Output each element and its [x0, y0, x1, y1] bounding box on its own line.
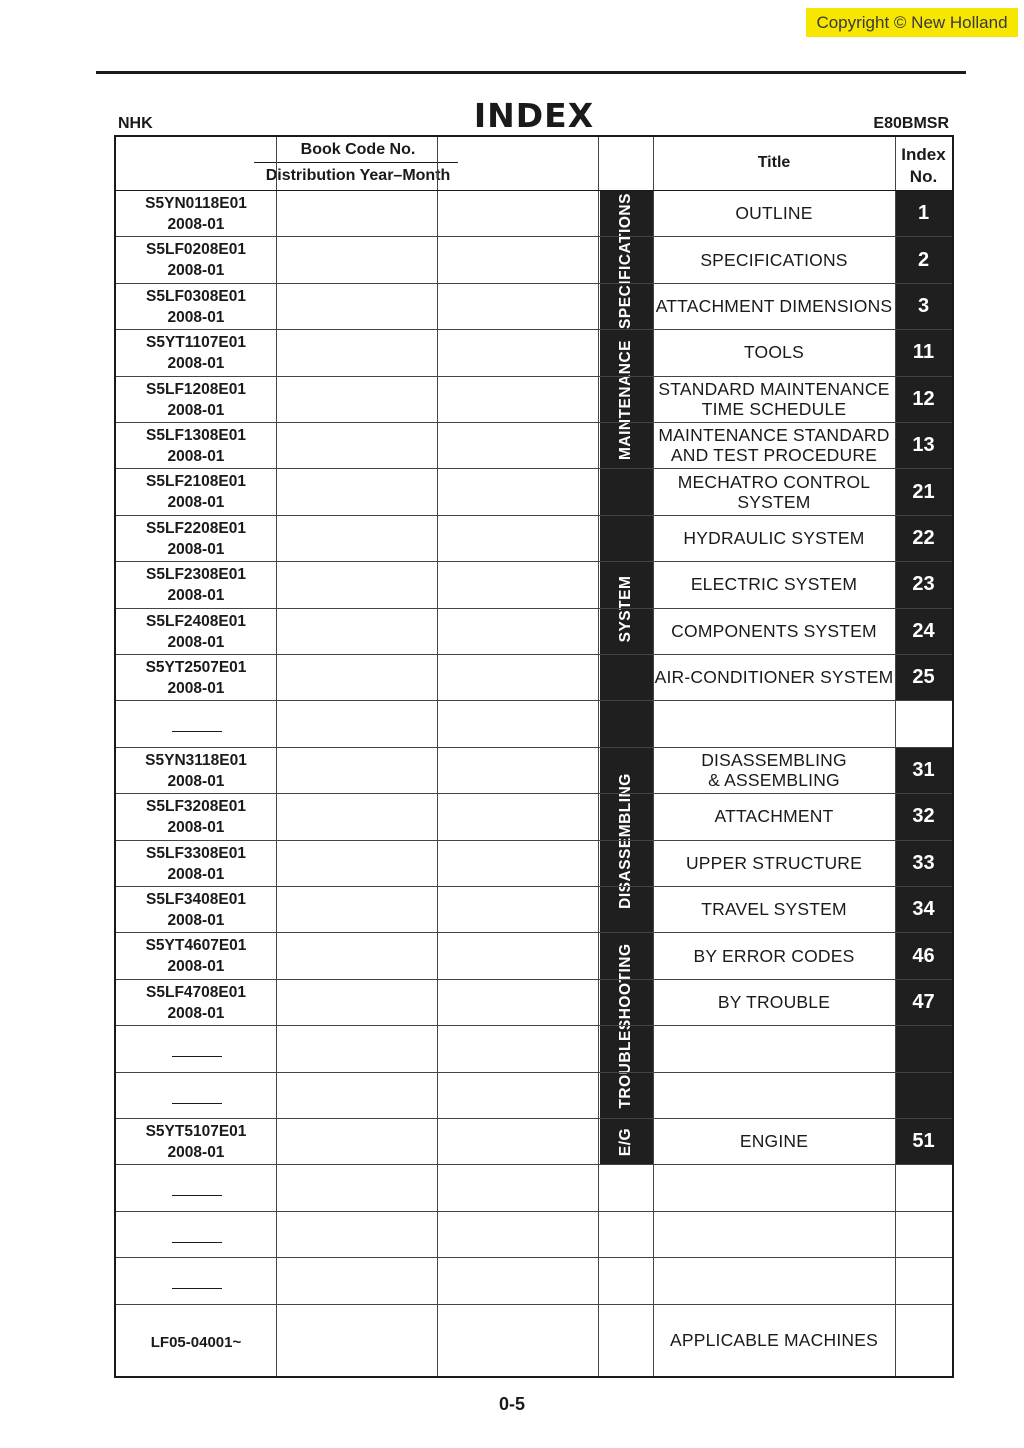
section-band: [600, 1118, 653, 1164]
book-code-cell: [116, 239, 276, 281]
title-line: SPECIFICATIONS: [700, 249, 848, 270]
book-code: S5LF2308E01: [146, 566, 246, 584]
book-code: S5LF3408E01: [146, 891, 246, 908]
title-line: ELECTRIC SYSTEM: [690, 574, 858, 595]
book-code: S5LF3308E01: [146, 844, 246, 862]
empty-dash: [172, 731, 222, 732]
book-code: S5YT1107E01: [146, 334, 246, 352]
row-divider: [116, 515, 952, 516]
book-code-cell: [116, 193, 276, 235]
title-line: MECHATRO CONTROL: [677, 471, 871, 492]
column-divider: [653, 137, 654, 1376]
section-title[interactable]: [653, 329, 895, 375]
distribution-date: 2008-01: [167, 355, 225, 373]
distribution-date: 2008-01: [167, 308, 225, 326]
title-line: COMPONENTS SYSTEM: [671, 620, 877, 641]
index-header-line: Index: [901, 145, 946, 164]
empty-dash: [172, 1242, 222, 1243]
empty-dash: [172, 1056, 222, 1057]
distribution-date: 2008-01: [167, 587, 225, 605]
index-no-header: [895, 144, 952, 188]
header-rule: [254, 162, 458, 163]
title-line: UPPER STRUCTURE: [685, 852, 863, 873]
section-title-text: [740, 1131, 808, 1151]
section-label: SPECIFICATIONS: [617, 192, 634, 329]
book-code-cell: [116, 935, 276, 977]
book-code: S5LF1308E01: [146, 427, 246, 444]
book-code: S5YT5107E01: [145, 1123, 247, 1140]
index-number-tab[interactable]: 32: [895, 793, 952, 839]
section-label: SYSTEM: [617, 575, 634, 642]
book-code-cell: [116, 843, 276, 885]
column-divider: [895, 137, 896, 1376]
index-number-tab[interactable]: 11: [895, 329, 952, 375]
title-line: BY ERROR CODES: [693, 945, 855, 966]
index-number-tab[interactable]: 23: [895, 561, 952, 607]
applicable-machine-code: LF05-04001~: [150, 1333, 242, 1351]
distribution-date: 2008-01: [167, 262, 225, 280]
column-divider: [598, 137, 599, 1376]
row-divider: [116, 932, 952, 933]
title-line: BY TROUBLE: [717, 991, 831, 1012]
index-number-tab[interactable]: 31: [895, 747, 952, 793]
book-code: S5LF0208E01: [146, 241, 246, 259]
title-line: SYSTEM: [737, 491, 811, 512]
section-title-text: [658, 425, 889, 465]
section-title[interactable]: [653, 283, 895, 329]
title-line: ATTACHMENT: [714, 806, 834, 827]
title-line: TRAVEL SYSTEM: [701, 899, 847, 920]
row-divider: [116, 561, 952, 562]
section-title-text: [691, 574, 857, 594]
book-code-cell: [116, 286, 276, 328]
row-divider: [116, 1164, 952, 1165]
section-title[interactable]: [653, 608, 895, 654]
index-number-tab[interactable]: 51: [895, 1118, 952, 1164]
row-divider: [116, 329, 952, 330]
header-divider: [116, 190, 952, 191]
index-number-tab[interactable]: 12: [895, 376, 952, 422]
doc-code-left: NHK: [118, 115, 153, 132]
index-number-tab[interactable]: 2: [895, 236, 952, 282]
section-title[interactable]: [653, 190, 895, 236]
row-divider: [116, 793, 952, 794]
row-divider: [116, 654, 952, 655]
index-table: [114, 135, 954, 1378]
section-title[interactable]: [653, 1118, 895, 1164]
distribution-date: 2008-01: [167, 819, 225, 837]
row-divider: [116, 840, 952, 841]
book-code-cell: [116, 425, 276, 467]
row-divider: [116, 236, 952, 237]
row-divider: [116, 886, 952, 887]
section-label: DISASSEMBLING: [617, 772, 634, 909]
book-code-cell: [116, 889, 276, 931]
title-line: OUTLINE: [735, 203, 813, 224]
section-title[interactable]: [653, 886, 895, 932]
distribution-date: 2008-01: [167, 865, 225, 883]
section-title[interactable]: [653, 515, 895, 561]
section-band: [600, 190, 653, 329]
title-line: & ASSEMBLING: [708, 769, 840, 790]
index-number-tab[interactable]: 33: [895, 840, 952, 886]
distribution-date: 2008-01: [167, 1004, 225, 1022]
section-title-text: [678, 472, 870, 512]
section-title-text: [683, 528, 864, 548]
index-number-tab[interactable]: 13: [895, 422, 952, 468]
book-code: S5LF1208E01: [146, 380, 246, 398]
distribution-date: 2008-01: [167, 401, 225, 419]
row-divider: [116, 422, 952, 423]
section-label: E/G: [617, 1128, 634, 1157]
section-title[interactable]: [653, 422, 895, 468]
section-title[interactable]: [653, 654, 895, 700]
section-title[interactable]: [653, 376, 895, 422]
page-number: 0-5: [498, 1394, 525, 1414]
title-header: Title: [757, 154, 791, 171]
section-title-text: [686, 853, 862, 873]
book-code-cell: [116, 796, 276, 838]
title-line: ENGINE: [739, 1131, 809, 1152]
title-line: AND TEST PROCEDURE: [670, 445, 878, 466]
index-number-tab[interactable]: 46: [895, 932, 952, 978]
row-divider: [116, 979, 952, 980]
distribution-header: Distribution Year–Month: [265, 167, 451, 184]
distribution-date: 2008-01: [167, 1144, 225, 1161]
empty-dash: [172, 1288, 222, 1289]
book-code-cell: [116, 379, 276, 421]
doc-code-right: E80BMSR: [873, 115, 949, 132]
section-title-text: [701, 750, 847, 790]
title-line: ATTACHMENT DIMENSIONS: [655, 295, 893, 316]
section-title[interactable]: [653, 561, 895, 607]
index-number-tab[interactable]: 22: [895, 515, 952, 561]
index-number-tab[interactable]: 25: [895, 654, 952, 700]
row-divider: [116, 1118, 952, 1119]
index-number-tab[interactable]: [895, 1025, 952, 1071]
index-number-tab[interactable]: 34: [895, 886, 952, 932]
row-divider: [116, 468, 952, 469]
distribution-date: 2008-01: [167, 633, 225, 651]
title-line: TOOLS: [743, 342, 804, 363]
row-divider: [116, 747, 952, 748]
section-title[interactable]: [653, 793, 895, 839]
distribution-date: 2008-01: [167, 494, 225, 512]
title-line: AIR-CONDITIONER SYSTEM: [654, 667, 894, 688]
section-title[interactable]: [653, 840, 895, 886]
column-divider: [437, 137, 438, 1376]
index-number-tab[interactable]: 21: [895, 468, 952, 514]
distribution-date: 2008-01: [167, 958, 225, 976]
row-divider: [116, 283, 952, 284]
book-code-cell: [116, 1121, 276, 1163]
empty-dash: [172, 1103, 222, 1104]
book-code-cell: [116, 332, 276, 374]
book-code: S5YN0118E01: [145, 195, 247, 212]
section-title-text: [701, 899, 847, 919]
section-title-text: [718, 992, 830, 1012]
applicable-machines-title: APPLICABLE MACHINES: [669, 1329, 879, 1350]
title-line: STANDARD MAINTENANCE: [658, 378, 890, 399]
title-line: DISASSEMBLING: [701, 749, 847, 770]
index-number-tab[interactable]: 3: [895, 283, 952, 329]
book-code: S5YT4607E01: [145, 937, 247, 955]
book-code: S5LF2408E01: [146, 612, 246, 630]
section-title-text: [671, 621, 877, 641]
book-code: S5LF2208E01: [146, 519, 246, 537]
section-title-text: [655, 667, 894, 687]
copyright-badge: Copyright © New Holland: [806, 8, 1018, 37]
section-title-text: [744, 342, 804, 362]
distribution-date: 2008-01: [167, 680, 225, 697]
index-number-tab[interactable]: 47: [895, 979, 952, 1025]
empty-dash: [172, 1195, 222, 1196]
section-label: MAINTENANCE: [617, 339, 634, 460]
book-code: S5LF0308E01: [146, 287, 246, 305]
index-number-tab[interactable]: [895, 1072, 952, 1118]
title-line: TIME SCHEDULE: [701, 398, 847, 419]
book-code-cell: [116, 518, 276, 560]
row-divider: [116, 1072, 952, 1073]
row-divider: [116, 1211, 952, 1212]
book-code: S5YN3118E01: [145, 751, 247, 769]
column-divider: [276, 137, 277, 1376]
section-band: [600, 329, 653, 468]
book-code-cell: [116, 611, 276, 653]
row-divider: [116, 1304, 952, 1305]
section-title[interactable]: [653, 747, 895, 793]
book-code-header: Book Code No.: [300, 141, 416, 158]
section-title[interactable]: [653, 979, 895, 1025]
title-line: MAINTENANCE STANDARD: [658, 425, 890, 446]
book-code: S5LF4708E01: [146, 983, 246, 1001]
row-divider: [116, 608, 952, 609]
section-title-text: [735, 203, 812, 223]
title-line: HYDRAULIC SYSTEM: [683, 527, 865, 548]
section-title[interactable]: [653, 236, 895, 282]
index-number-tab[interactable]: 1: [895, 190, 952, 236]
distribution-date: 2008-01: [167, 540, 225, 558]
distribution-date: 2008-01: [167, 448, 225, 465]
section-title[interactable]: [653, 932, 895, 978]
distribution-date: 2008-01: [167, 912, 225, 929]
book-code: S5LF2108E01: [146, 473, 246, 491]
book-code-cell: [116, 564, 276, 606]
distribution-date: 2008-01: [167, 216, 225, 233]
book-code-cell: [116, 657, 276, 699]
row-divider: [116, 1257, 952, 1258]
index-header-line: No.: [909, 167, 938, 186]
row-divider: [116, 1025, 952, 1026]
section-label: TROUBLESHOOTING: [617, 943, 634, 1109]
row-divider: [116, 700, 952, 701]
page-title: INDEX: [473, 96, 595, 135]
section-title-text: [700, 250, 847, 270]
section-title[interactable]: [653, 468, 895, 514]
top-rule: [96, 71, 966, 74]
row-divider: [116, 376, 952, 377]
book-code: S5YT2507E01: [145, 659, 247, 676]
distribution-date: 2008-01: [167, 772, 225, 790]
book-code-cell: [116, 982, 276, 1024]
book-code-cell: [116, 750, 276, 792]
index-number-tab[interactable]: 24: [895, 608, 952, 654]
section-title-text: [656, 296, 893, 316]
section-title-text: [658, 379, 889, 419]
book-code: S5LF3208E01: [146, 798, 246, 816]
section-title-text: [694, 946, 855, 966]
section-title-text: [715, 806, 834, 826]
book-code-cell: [116, 471, 276, 513]
